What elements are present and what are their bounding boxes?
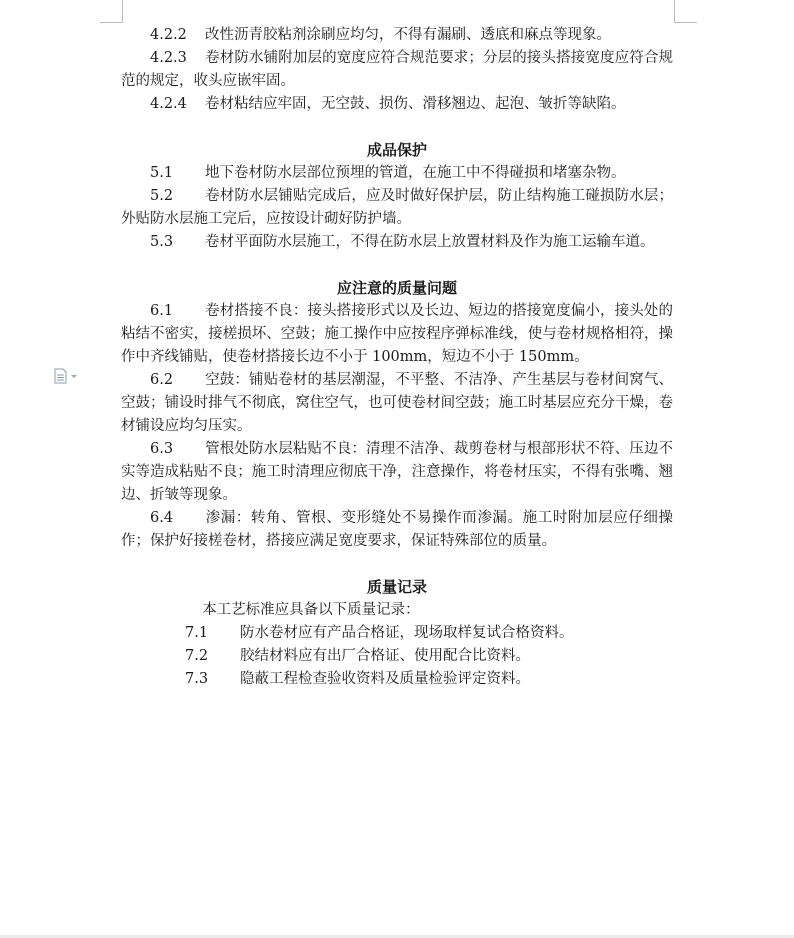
clause-text: 卷材防水层铺贴完成后，应及时做好保护层，防止结构施工碰损防水层；外贴防水层施工完后，应按设计砌好防护墙。: [121, 188, 673, 227]
clause-text: 卷材搭接不良：接头搭接形式以及长边、短边的搭接宽度偏小，接头处的粘结不密实，接槎损坏、空鼓；施工操作中应按程序弹标准线，使与卷材规格相符，操作中齐线铺贴，使卷材搭接长边不小于 100mm，短边不小于 150mm。: [121, 303, 673, 365]
paragraph-6-4: [121, 507, 673, 553]
paragraph-5-3: [121, 231, 673, 254]
clause-text: 卷材防水铺附加层的宽度应符合规范要求；分层的接头搭接宽度应符合规范的规定，收头应嵌牢固。: [121, 50, 673, 89]
paragraph-6-2: [121, 369, 673, 438]
clause-number: 6.3: [150, 441, 174, 457]
record-item-7-3: [121, 668, 673, 691]
clause-number: 7.2: [185, 648, 209, 664]
paragraph-4-2-2: [121, 24, 673, 47]
clause-text: 空鼓：铺贴卷材的基层潮湿，不平整、不洁净、产生基层与卷材间窝气、空鼓；铺设时排气不彻底，窝住空气，也可使卷材间空鼓；施工时基层应充分干燥，卷材铺设应均匀压实。: [121, 372, 673, 434]
paragraph-5-2: [121, 185, 673, 231]
clause-number: 5.3: [150, 234, 174, 250]
clause-text: 隐蔽工程检查验收资料及质量检验评定资料。: [240, 671, 530, 687]
clause-text: 管根处防水层粘贴不良：清理不洁净、裁剪卷材与根部形状不符、压边不实等造成粘贴不良；施工时清理应彻底干净，注意操作，将卷材压实，不得有张嘴、翘边、折皱等现象。: [121, 441, 673, 503]
clause-number: 6.4: [150, 510, 174, 526]
clause-text: 渗漏：转角、管根、变形缝处不易操作而渗漏。施工时附加层应仔细操作；保护好接槎卷材，搭接应满足宽度要求，保证特殊部位的质量。: [121, 510, 673, 549]
section-heading-quality-issues: 应注意的质量问题: [336, 279, 457, 297]
clause-text: 胶结材料应有出厂合格证、使用配合比资料。: [240, 648, 530, 664]
record-item-7-1: [121, 622, 673, 645]
page-corner-marker-left: [100, 0, 123, 23]
paragraph-4-2-3: [121, 47, 673, 93]
clause-number: 4.2.3: [150, 50, 187, 66]
section-heading-product-protection: 成品保护: [366, 141, 427, 159]
paragraph-4-2-4: [121, 93, 673, 116]
document-page: [121, 24, 673, 691]
clause-text: 地下卷材防水层部位预埋的管道，在施工中不得碰损和堵塞杂物。: [205, 165, 626, 181]
clause-number: 6.1: [150, 303, 174, 319]
record-item-7-2: [121, 645, 673, 668]
clause-number: 5.2: [150, 188, 174, 204]
records-intro: 本工艺标准应具备以下质量记录：: [202, 602, 420, 618]
clause-number: 7.3: [185, 671, 209, 687]
clause-text: 卷材平面防水层施工，不得在防水层上放置材料及作为施工运输车道。: [205, 234, 655, 250]
paragraph-6-3: [121, 438, 673, 507]
page-corner-marker-right: [674, 0, 697, 23]
section-heading-quality-records: 质量记录: [366, 578, 427, 596]
paragraph-5-1: [121, 162, 673, 185]
document-icon[interactable]: [54, 368, 80, 384]
clause-number: 5.1: [150, 165, 174, 181]
paragraph-6-1: [121, 300, 673, 369]
clause-text: 防水卷材应有产品合格证，现场取样复试合格资料。: [240, 625, 574, 641]
clause-number: 6.2: [150, 372, 174, 388]
clause-text: 卷材粘结应牢固，无空鼓、损伤、滑移翘边、起泡、皱折等缺陷。: [205, 96, 626, 112]
clause-number: 4.2.2: [150, 27, 187, 43]
clause-number: 7.1: [185, 625, 209, 641]
clause-text: 改性沥青胶粘剂涂刷应均匀，不得有漏刷、透底和麻点等现象。: [205, 27, 611, 43]
clause-number: 4.2.4: [150, 96, 187, 112]
